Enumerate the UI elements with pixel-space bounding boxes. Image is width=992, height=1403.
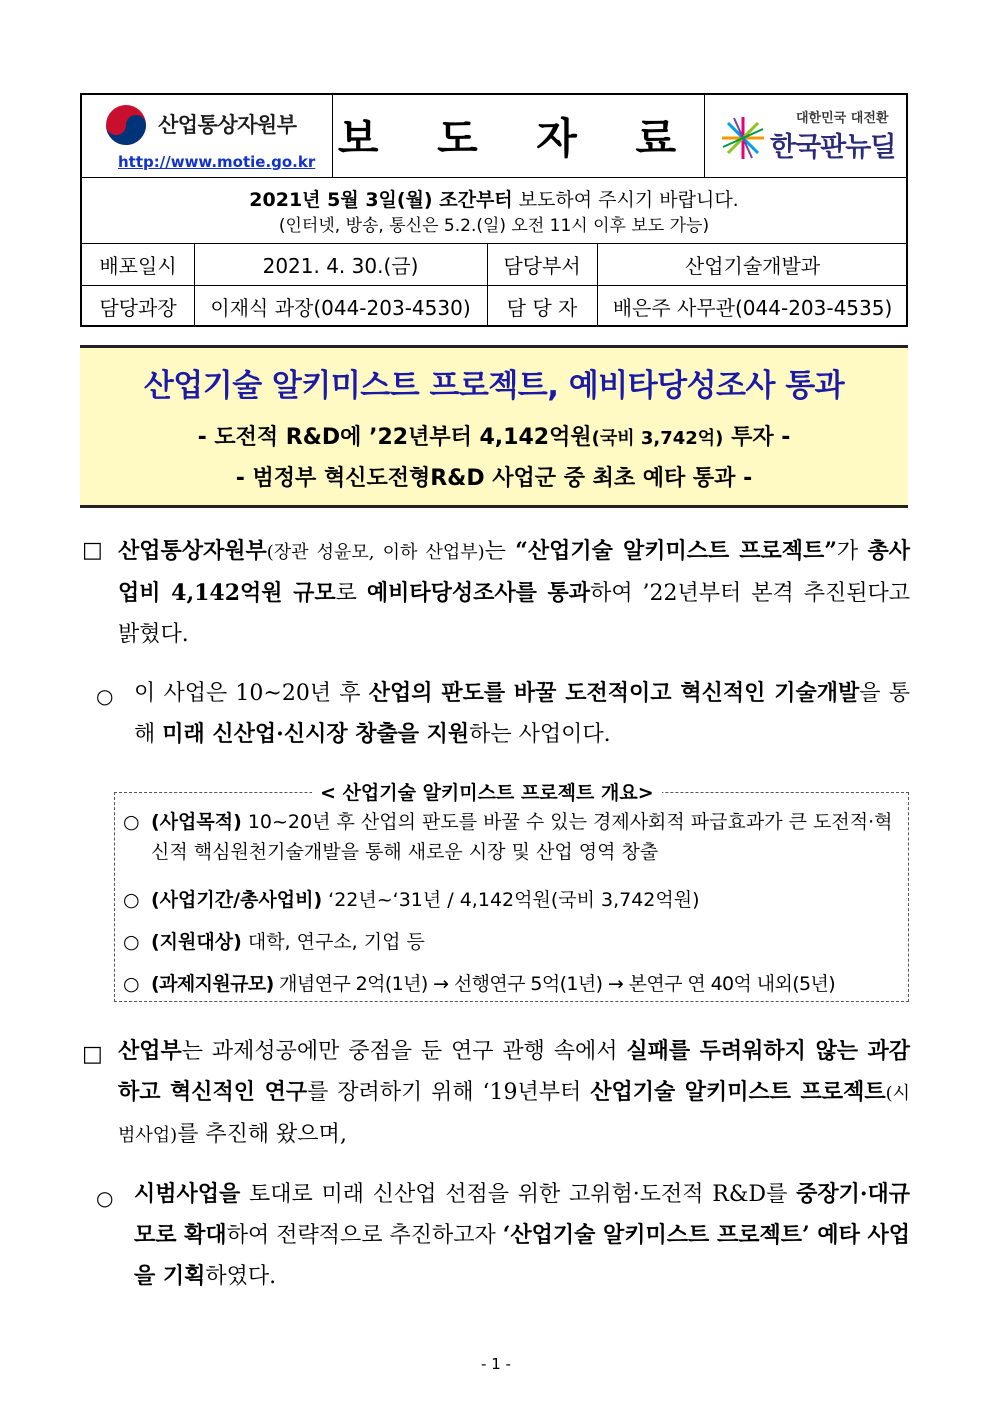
p1s-text-c: 을 통해: [134, 681, 910, 747]
ministry-logo: [82, 95, 332, 177]
ministry-url-link[interactable]: http://www.motie.go.kr: [118, 153, 316, 171]
p2s-text-f: 하였다.: [205, 1264, 277, 1289]
p2-bold-e: 산업기술 알키미스트 프로젝트: [590, 1079, 886, 1105]
circle-bullet: ○: [96, 684, 114, 708]
overview-bullet: ○: [123, 931, 140, 953]
page-number: - 1 -: [481, 1355, 511, 1373]
overview-text: 대학, 연구소, 기업 등: [241, 931, 425, 953]
circle-bullet: ○: [96, 1186, 114, 1210]
overview-text: 10~20년 후 산업의 판도를 바꿀 수 있는 경제사회적 파급효과가 큰 도전적·혁신적 핵심원천기술개발을 통해 새로운 시장 및 산업 영역 창출: [151, 811, 893, 863]
overview-bullet: ○: [123, 811, 140, 833]
p2-bold-a: 산업부: [118, 1038, 182, 1064]
square-bullet: □: [82, 538, 103, 563]
embargo-note: (인터넷, 방송, 통신은 5.2.(일) 오전 11시 이후 보도 가능): [278, 216, 710, 236]
headline-subtitle-1: [80, 420, 908, 451]
contact-label: 담 당 자: [506, 295, 578, 320]
p1-pass: 예비타당성조사를 통과: [366, 580, 591, 606]
p2s-bold-c: 중장기·대규모로 확대: [134, 1181, 910, 1248]
director-label: 담당과장: [99, 295, 177, 320]
paragraph-1-sub: [134, 673, 910, 755]
department-label: 담당부서: [503, 253, 581, 278]
p2-text-d: 를 장려하기 위해 ‘19년부터: [307, 1080, 591, 1105]
overview-label: (지원대상): [151, 931, 242, 953]
p1-text-g: 로: [335, 581, 367, 606]
paragraph-1: [118, 531, 910, 655]
release-date-label: 배포일시: [99, 253, 177, 278]
overview-box: [114, 792, 909, 1002]
director-value: 이재식 과장(044-203-4530): [210, 295, 471, 320]
overview-bullet: ○: [123, 889, 140, 911]
p1-text-e: 가: [836, 539, 868, 564]
headline-box: [80, 345, 908, 508]
square-bullet: □: [82, 1042, 103, 1067]
embargo-line: [82, 185, 906, 212]
ministry-name: 산업통상자원부: [158, 113, 297, 137]
p1s-text-e: 하는 사업이다.: [469, 722, 611, 747]
p2s-text-b: 토대로 미래 신산업 선점을 위한 고위험·도전적 R&D를: [240, 1182, 797, 1207]
p1-text-i: 하여 ’22년부터 본격 추진된다고 밝혔다.: [118, 581, 910, 647]
embargo-date: 2021년 5월 3일(월) 조간부터: [249, 189, 513, 211]
press-header-table: [80, 93, 908, 327]
contact-value: 배은주 사무관(044-203-4535): [612, 295, 893, 320]
p1-budget: 총사업비 4,142억원 규모: [118, 538, 911, 606]
overview-label: (과제지원규모): [151, 973, 274, 995]
korean-new-deal-logo: [704, 95, 908, 177]
taegeuk-emblem-icon: [104, 103, 148, 147]
overview-title: < 산업기술 알키미스트 프로젝트 개요>: [312, 778, 662, 805]
p2s-bold-e: ‘산업기술 알키미스트 프로젝트’ 예타 사업을 기획: [134, 1222, 910, 1289]
p1-ministry: 산업통상자원부: [118, 538, 267, 564]
department-value: 산업기술개발과: [684, 253, 821, 278]
p1-paren: (장관 성윤모, 이하 산업부): [266, 542, 485, 563]
document-type-title: 보 도 자 료: [337, 114, 699, 163]
overview-text: 개념연구 2억(1년) → 선행연구 5억(1년) → 본연구 연 40억 내외(5년): [273, 973, 836, 995]
p2s-text-d: 하여 전략적으로 추진하고자: [226, 1223, 503, 1248]
subtitle-1-part-b: (국비 3,742억): [591, 428, 724, 449]
p1s-text-a: 이 사업은 10~20년 후: [134, 681, 369, 706]
p2s-bold-a: 시범사업을: [134, 1181, 241, 1207]
overview-label: (사업목적): [151, 811, 242, 833]
subtitle-1-part-a: - 도전적 R&D에 ’22년부터 4,142억원: [197, 425, 592, 450]
new-deal-name: 한국판뉴딜: [770, 132, 896, 163]
subtitle-1-part-c: 투자 -: [723, 425, 791, 450]
p2-text-g: 를 추진해 왔으며,: [177, 1122, 347, 1147]
p1s-bold-d: 미래 신산업·신시장 창출을 지원: [162, 721, 470, 747]
p1s-bold-b: 산업의 판도를 바꿀 도전적이고 혁신적인 기술개발: [368, 680, 860, 706]
paragraph-2-sub: [134, 1174, 910, 1297]
p2-bold-c: 실패를 두려워하지 않는 과감하고 혁신적인 연구: [118, 1038, 910, 1105]
new-deal-tagline: 대한민국 대전환: [796, 111, 889, 126]
p2-paren: (시범사업): [118, 1083, 910, 1146]
p1-project-name: “산업기술 알키미스트 프로젝트”: [515, 538, 837, 564]
p1-text-c: 는: [484, 539, 516, 564]
embargo-request: 보도하여 주시기 바랍니다.: [512, 189, 739, 211]
overview-bullet: ○: [123, 973, 140, 995]
headline-subtitle-2: - 범정부 혁신도전형R&D 사업군 중 최초 예타 통과 -: [235, 466, 753, 491]
headline-title: 산업기술 알키미스트 프로젝트, 예비타당성조사 통과: [143, 368, 845, 404]
new-deal-mark-icon: [720, 115, 766, 161]
p2-text-b: 는 과제성공에만 중점을 둔 연구 관행 속에서: [181, 1039, 627, 1064]
paragraph-2: [118, 1031, 910, 1156]
overview-text: ‘22년~‘31년 / 4,142억원(국비 3,742억원): [322, 889, 700, 911]
overview-label: (사업기간/총사업비): [151, 889, 323, 911]
release-date-value: 2021. 4. 30.(금): [262, 253, 419, 278]
